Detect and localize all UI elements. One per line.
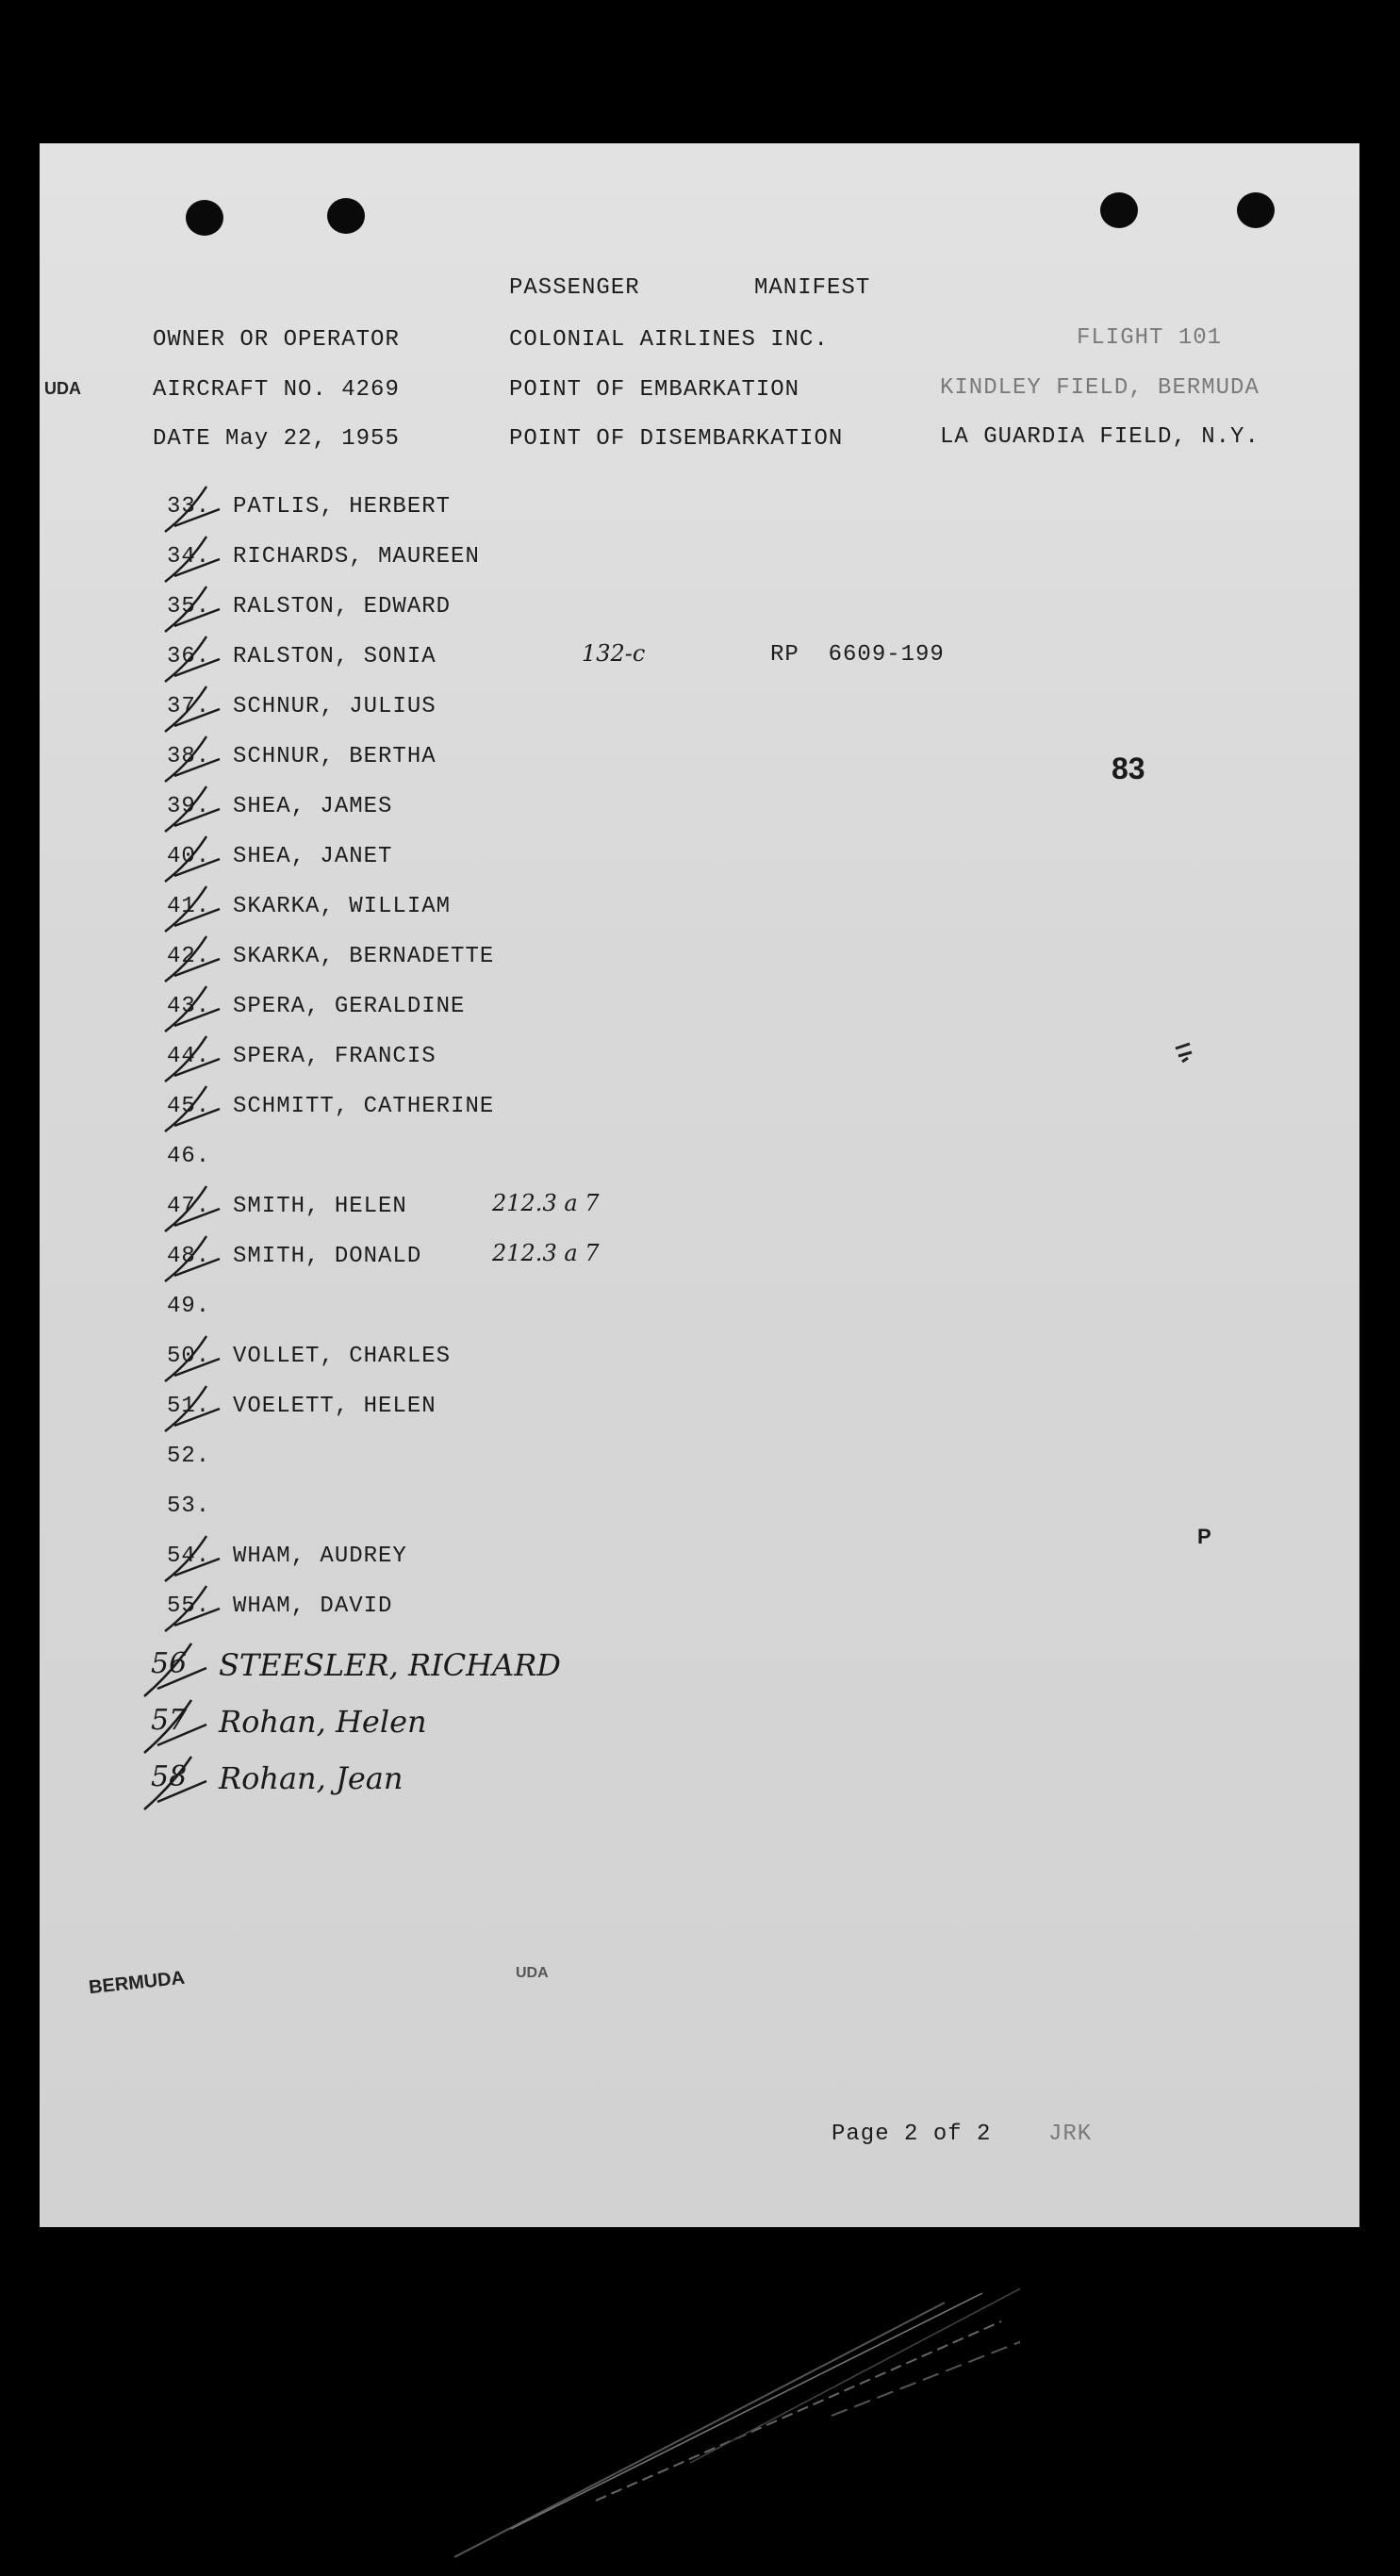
manifest-page [40, 143, 1359, 2227]
passenger-name: SCHMITT, CATHERINE [233, 1094, 495, 1119]
passenger-row [167, 1593, 1110, 1631]
punch-hole [1237, 192, 1275, 228]
handwritten-name: Rohan, Jean [219, 1760, 404, 1796]
passenger-number: 47. [167, 1194, 211, 1219]
margin-stamp-uda: UDA [44, 379, 81, 398]
handwritten-number: 56 [151, 1647, 188, 1680]
passenger-name: WHAM, AUDREY [233, 1544, 407, 1569]
passenger-row [167, 1044, 1110, 1082]
disembark-label: POINT OF DISEMBARKATION [509, 426, 844, 452]
passenger-row [167, 640, 1110, 682]
check-mark [161, 1234, 227, 1291]
punch-hole [186, 200, 223, 236]
disembark-value: LA GUARDIA FIELD, N.Y. [940, 424, 1260, 450]
check-mark [161, 1184, 227, 1241]
manifest-date: DATE May 22, 1955 [153, 426, 400, 452]
passenger-row [167, 1494, 1110, 1531]
passenger-number: 36. [167, 644, 211, 669]
check-mark [161, 1334, 227, 1391]
check-mark [161, 884, 227, 941]
passenger-row [167, 944, 1110, 982]
handwritten-note: 212.3 a 7 [492, 1190, 600, 1216]
check-mark [161, 535, 227, 591]
check-mark [161, 784, 227, 841]
check-mark [161, 1534, 227, 1591]
check-mark [139, 1753, 214, 1819]
passenger-name: SMITH, HELEN [233, 1194, 407, 1219]
passenger-name: SPERA, FRANCIS [233, 1044, 436, 1069]
passenger-row [167, 1094, 1110, 1131]
bermuda-stamp: BERMUDA [88, 1967, 187, 1999]
owner-value: COLONIAL AIRLINES INC. [509, 327, 829, 353]
owner-label: OWNER OR OPERATOR [153, 327, 400, 353]
handwritten-note: 212.3 a 7 [492, 1240, 600, 1266]
passenger-row [167, 1344, 1110, 1381]
passenger-row [167, 544, 1110, 582]
passenger-number: 34. [167, 544, 211, 570]
passenger-row [167, 744, 1110, 782]
passenger-name: WHAM, DAVID [233, 1593, 393, 1619]
handwritten-name: STEESLER, RICHARD [219, 1647, 561, 1683]
embark-label: POINT OF EMBARKATION [509, 377, 800, 403]
passenger-name: SKARKA, BERNADETTE [233, 944, 495, 969]
passenger-name: SHEA, JANET [233, 844, 393, 869]
passenger-name: PATLIS, HERBERT [233, 494, 452, 520]
passenger-number: 49. [167, 1294, 211, 1319]
page-footer: Page 2 of 2 [832, 2122, 992, 2147]
passenger-name: SCHNUR, JULIUS [233, 694, 436, 719]
passenger-row [167, 594, 1110, 632]
margin-scribble [1171, 1039, 1199, 1067]
check-mark [161, 735, 227, 791]
passenger-row [167, 1394, 1110, 1431]
passenger-number: 33. [167, 494, 211, 520]
check-mark [161, 1084, 227, 1141]
passenger-number: 43. [167, 994, 211, 1019]
passenger-row [167, 794, 1110, 832]
passenger-row [167, 694, 1110, 732]
passenger-number: 44. [167, 1044, 211, 1069]
passenger-number: 51. [167, 1394, 211, 1419]
check-mark [161, 685, 227, 741]
passenger-row [167, 994, 1110, 1032]
check-mark [161, 934, 227, 991]
passenger-row [167, 494, 1110, 532]
passenger-row [167, 1294, 1110, 1331]
handwritten-name: Rohan, Helen [219, 1704, 427, 1740]
passenger-number: 55. [167, 1593, 211, 1619]
check-mark [161, 585, 227, 641]
passenger-number: 50. [167, 1344, 211, 1369]
title-passenger: PASSENGER [509, 275, 640, 301]
passenger-name: SMITH, DONALD [233, 1244, 422, 1269]
passenger-number: 37. [167, 694, 211, 719]
pencil-strokes [454, 2246, 1020, 2576]
passenger-number: 38. [167, 744, 211, 769]
passenger-name: RALSTON, SONIA [233, 644, 436, 669]
passenger-number: 54. [167, 1544, 211, 1569]
margin-number: 83 [1112, 751, 1145, 785]
passenger-number: 39. [167, 794, 211, 819]
passenger-row [167, 844, 1110, 882]
embark-value: KINDLEY FIELD, BERMUDA [940, 375, 1260, 401]
passenger-number: 42. [167, 944, 211, 969]
passenger-name: SCHNUR, BERTHA [233, 744, 436, 769]
bermuda-stamp-partial: UDA [516, 1965, 549, 1981]
passenger-row [167, 1544, 1110, 1581]
passenger-number: 45. [167, 1094, 211, 1119]
check-mark [161, 635, 227, 691]
punch-hole [1100, 192, 1138, 228]
handwritten-number: 58 [151, 1760, 188, 1793]
passenger-row [167, 1190, 1110, 1231]
passenger-number: 48. [167, 1244, 211, 1269]
passenger-number: 53. [167, 1494, 211, 1519]
passenger-name: VOELETT, HELEN [233, 1394, 436, 1419]
passenger-name: SHEA, JAMES [233, 794, 393, 819]
passenger-name: VOLLET, CHARLES [233, 1344, 452, 1369]
handwritten-number: 57 [151, 1704, 188, 1737]
passenger-row [167, 1444, 1110, 1481]
passenger-row [167, 894, 1110, 932]
check-mark [161, 1584, 227, 1641]
punch-hole [327, 198, 365, 234]
check-mark [161, 1034, 227, 1091]
passenger-row [167, 1144, 1110, 1181]
check-mark [161, 984, 227, 1041]
footer-initials: JRK [1048, 2122, 1093, 2147]
check-mark [161, 485, 227, 541]
passenger-number: 40. [167, 844, 211, 869]
passenger-row [167, 1240, 1110, 1281]
passenger-name: RICHARDS, MAUREEN [233, 544, 480, 570]
check-mark [161, 834, 227, 891]
handwritten-note: 132-c [582, 640, 646, 667]
passenger-name: SKARKA, WILLIAM [233, 894, 452, 919]
passenger-number: 41. [167, 894, 211, 919]
passenger-name: RALSTON, EDWARD [233, 594, 452, 619]
title-manifest: MANIFEST [754, 275, 871, 301]
flight-number: FLIGHT 101 [1077, 325, 1223, 351]
passenger-number: 46. [167, 1144, 211, 1169]
margin-mark-p: P [1197, 1525, 1211, 1548]
check-mark [161, 1384, 227, 1441]
passenger-number: 52. [167, 1444, 211, 1469]
passenger-name: SPERA, GERALDINE [233, 994, 466, 1019]
passenger-number: 35. [167, 594, 211, 619]
aircraft-number: AIRCRAFT NO. 4269 [153, 377, 400, 403]
record-number: RP 6609-199 [770, 642, 945, 668]
